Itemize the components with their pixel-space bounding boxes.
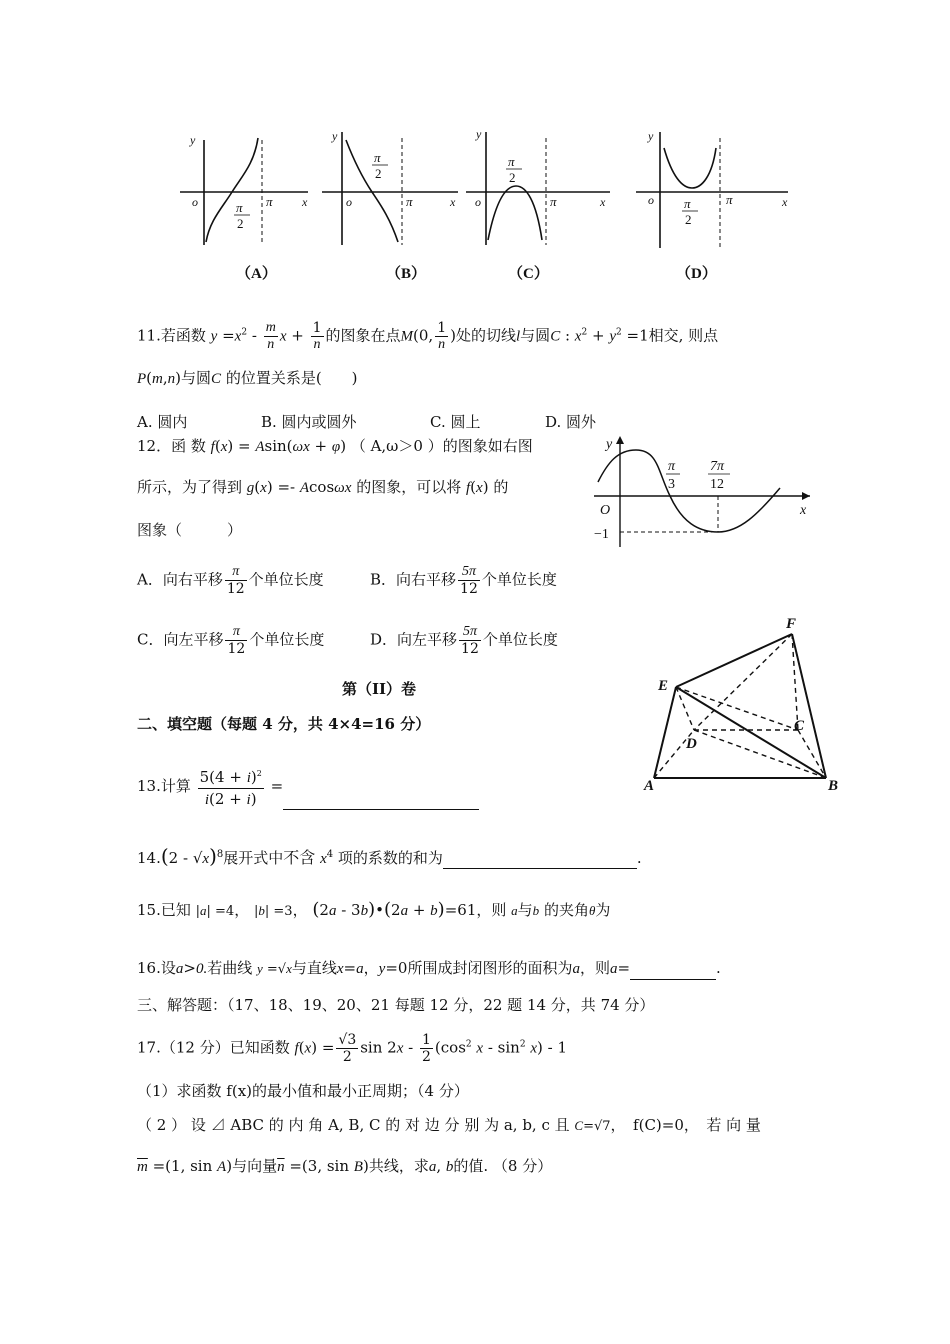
q12-opt-a-unit: 个单位长度 (248, 570, 324, 589)
q17-part3-c: 的值. （8 分） (453, 1157, 553, 1175)
graph-a-pihalf-den: 2 (237, 216, 244, 231)
graph-b-y-label: y (332, 129, 338, 143)
q12-text-d: 的图象，可以将 (356, 478, 462, 496)
q16-text-e: ，则 (579, 959, 610, 977)
q11-text-a: 若函数 (160, 326, 206, 345)
q12-opt-a-den: 12 (226, 581, 245, 597)
q11-option-b: B. 圆内或圆外 (261, 413, 357, 431)
q14-text-b: 展开式中 (223, 849, 284, 867)
q12-opt-b-num: 5π (458, 564, 480, 581)
solid-label-a: A (644, 778, 655, 794)
graph-c-y-label: y (476, 127, 482, 141)
q11-option-a: A. 圆内 (137, 413, 188, 431)
q17-part1: （1）求函数 f(x)的最小值和最小正周期；（4 分） (137, 1082, 469, 1100)
q12-opt-d-label: D．向左平移 (370, 630, 458, 649)
q17-part3: $\overline{m} =(1$, sin A)与向量$\overline{n} =(3$, sin B)共线，求a, b的值. （8 分） (137, 1157, 553, 1175)
q12-option-d (370, 624, 558, 657)
q14-end: . (636, 849, 642, 867)
solid-label-d: D (686, 736, 697, 752)
q12-graph-pi3-den: 3 (668, 477, 675, 492)
graph-d-pihalf-num: π (684, 196, 691, 211)
q12-sine-graph (588, 432, 818, 552)
graph-a-pihalf-num: π (236, 200, 243, 215)
graph-a-label: （A） (236, 266, 277, 282)
q11-text-c: 处的切线 (455, 326, 516, 345)
q17-part2: （ 2 ） 设 ⊿ ABC 的 内 角 A, B, C 的 对 边 分 别 为 a, b, c 且 C=√7， f(C)=0， 若 向 量 (137, 1116, 761, 1134)
q12-opt-c-unit: 个单位长度 (249, 630, 325, 649)
solid-label-b: B (828, 778, 839, 794)
q12-option-b (370, 564, 557, 597)
q11-text-f: 与圆 (181, 369, 212, 387)
solid-label-f: F (786, 616, 797, 632)
graph-d-origin: o (648, 193, 654, 207)
q12-text-e: 的 (493, 478, 509, 496)
q15-text-e: 为 (595, 901, 611, 919)
q13-text: 13.计算 (137, 777, 191, 795)
q16-line: 16.设a>0.若曲线 y =√x与直线x=a，y=0所围成封闭图形的面积为a，则a= . (137, 958, 721, 980)
q12-opt-d-den: 12 (461, 641, 479, 657)
graph-c-origin: o (475, 195, 481, 209)
graph-c-pihalf-num: π (508, 154, 515, 169)
q15-text-c: 与 (517, 901, 533, 919)
q12-opt-a-label: A．向右平移 (137, 570, 223, 589)
q17-part3-b: 共线，求 (368, 1157, 429, 1175)
graph-c-pi-tick: π (550, 194, 557, 209)
q16-text-b: 若曲线 (207, 959, 253, 977)
q12-graph-pi712-num: 7π (710, 459, 725, 474)
section3-heading: 三、解答题：（17、18、19、20、21 每题 12 分，22 题 14 分，共 74 分） (137, 996, 655, 1014)
q12-graph-origin: O (600, 503, 611, 518)
q11-line1: 11.若函数 $y =x^2$ - $\frac{m}{n}$ x + $\frac{1}{n}$ 的图象在点M(0, $\frac{1}{n}$ )处的切线l与圆C : $x^2 + y^2 =1$相交, 则点 (137, 320, 719, 352)
q12-line3: 图象（ ） (137, 521, 243, 539)
q12-opt-d-unit: 个单位长度 (482, 630, 558, 649)
q12-graph-pi3-num: π (668, 459, 676, 474)
q17-part2-a: （ 2 ） 设 ⊿ ABC 的 内 角 A, B, C 的 对 边 分 别 为 a, b, c 且 (137, 1116, 570, 1134)
q17-part2-b: ， f(C)=0， 若 向 量 (610, 1116, 761, 1134)
section2-title: 第（II）卷 (342, 680, 417, 698)
q11-text-d: 与圆 (520, 326, 551, 345)
graph-c-x-label: x (600, 195, 606, 209)
graph-b-label: （B） (386, 266, 427, 282)
q12-graph-x-label: x (800, 503, 807, 518)
q14-text-d: 项的系数的和为 (337, 849, 443, 867)
q16-text-c: 与直线 (291, 959, 337, 977)
graph-d-x-label: x (782, 195, 788, 209)
solid-figure (640, 606, 850, 796)
q12-line1: 12．函 数 f(x) = Asin(ωx + φ) （ A,ω＞0 ）的图象如右图 (137, 437, 533, 455)
graph-a-pi-tick: π (266, 194, 273, 209)
q12-line2: 所示，为了得到 g(x) =- Acosωx 的图象，可以将 f(x) 的 (137, 478, 509, 496)
q12-opt-b-unit: 个单位长度 (481, 570, 557, 589)
q16-text-a: 16.设 (137, 959, 176, 977)
q11-text-e: =1相交, 则点 (626, 326, 719, 345)
q14-text-c: 不含 (283, 848, 316, 867)
q12-graph-minus1: −1 (594, 527, 609, 542)
q16-text-d: 所围成封闭图形的面积为 (407, 959, 573, 977)
q15-text-a: 15.已知 (137, 901, 191, 919)
q15-text-d: 的夹角 (543, 901, 589, 919)
q12-opt-c-num: π (225, 624, 247, 641)
graph-d-y-label: y (648, 129, 654, 143)
q12-text-c: 所示，为了得到 (137, 478, 243, 496)
q12-opt-c-label: C．向左平移 (137, 630, 224, 649)
graph-b-origin: o (346, 195, 352, 209)
q12-graph-y-label: y (606, 437, 613, 452)
q17-part3-a: 与向量 (232, 1157, 278, 1175)
q17-text-a: 17.（12 分）已知函数 (137, 1038, 290, 1057)
q11-option-d: D. 圆外 (545, 413, 597, 431)
q13-line: 13.计算 $\frac{5(4 + i)^2}{i(2 + i)}$ = (137, 764, 479, 810)
q11-text-g: 的位置关系是( ) (225, 369, 358, 387)
q12-graph-pi712-den: 12 (710, 477, 724, 492)
q12-option-c (137, 624, 324, 657)
q15-text-b: ，则 (476, 901, 507, 919)
q11-text-b: 的图象在点 (325, 326, 401, 345)
graph-c-label: （C） (508, 266, 549, 282)
q14-line: 14.(2 - √x)$^8$展开式中不含 $x^4$ 项的系数的和为 . (137, 844, 642, 868)
graph-d-pi-tick: π (726, 192, 733, 207)
graph-b-pihalf-den: 2 (375, 166, 382, 181)
solid-label-c: C (794, 718, 805, 734)
q14-text-a: 14. (137, 849, 161, 867)
q13-eq: = (270, 777, 284, 795)
graph-d-label: （D） (676, 266, 717, 282)
q11-line2: P(m,n)与圆C 的位置关系是( ) (137, 369, 358, 387)
graph-b-pihalf-num: π (374, 150, 381, 165)
graph-c-pihalf-den: 2 (509, 170, 516, 185)
graph-b-pi-tick: π (406, 194, 413, 209)
q11-option-c: C. 圆上 (430, 413, 481, 431)
q10-graphs (170, 120, 800, 290)
q12-opt-c-den: 12 (227, 641, 246, 657)
graph-a-x-label: x (302, 195, 308, 209)
q12-opt-d-num: 5π (459, 624, 481, 641)
q12-text-a: 函 数 (171, 437, 206, 455)
graph-b-x-label: x (450, 195, 456, 209)
q12-number: 12． (137, 437, 172, 455)
q12-opt-a-num: π (225, 564, 247, 581)
graph-a-origin: o (192, 195, 198, 209)
q17-line1: 17.（12 分）已知函数 f(x) = $\frac{√3}{2}$ sin 2x - $\frac{1}{2}$ ($\cos^2$ x - $\sin^2 x) - 1$ (137, 1032, 568, 1065)
graph-a-y-label: y (190, 133, 196, 147)
q11-number: 11. (137, 326, 161, 345)
graph-d-pihalf-den: 2 (685, 212, 692, 227)
section2-heading: 二、填空题（每题 4 分，共 4×4=16 分） (137, 715, 431, 733)
q12-option-a (137, 564, 324, 597)
q15-line: 15.已知 |a| =4， |b| =3， (2a - 3b)•(2a + b)=61，则 a与b 的夹角θ为 (137, 899, 611, 920)
q12-opt-b-label: B．向右平移 (370, 570, 457, 589)
q16-end: . (716, 959, 721, 977)
q12-opt-b-den: 12 (460, 581, 478, 597)
solid-label-e: E (658, 678, 669, 694)
q12-text-b: （ A,ω＞0 ）的图象如右图 (350, 437, 533, 455)
